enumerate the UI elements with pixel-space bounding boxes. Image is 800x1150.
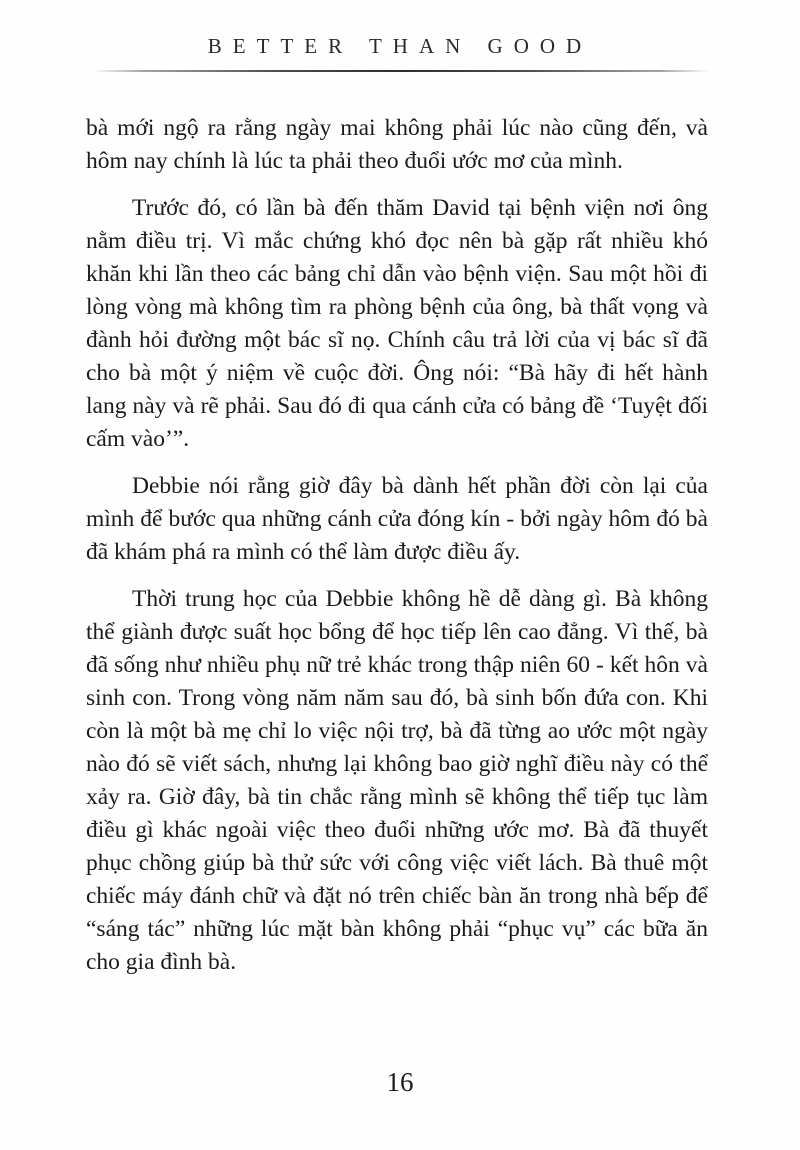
header-rule <box>92 70 710 72</box>
header-title: BETTER THAN GOOD <box>207 34 593 58</box>
paragraph: Debbie nói rằng giờ đây bà dành hết phần đời còn lại của mình để bước qua những cánh cửa đóng kín - bởi ngày hôm đó bà đã khám phá ra mình có thể làm được điều ấy. <box>86 473 708 565</box>
paragraph: Thời trung học của Debbie không hề dễ dàng gì. Bà không thể giành được suất học bổng để học tiếp lên cao đẳng. Vì thế, bà đã sống như nhiều phụ nữ trẻ khác trong thập niên 60 - kết hôn và sinh con. Trong vòng năm năm sau đó, bà sinh bốn đứa con. Khi còn là một bà mẹ chỉ lo việc nội trợ, bà đã từng ao ước một ngày nào đó sẽ viết sách, nhưng lại không bao giờ nghĩ điều này có thể xảy ra. Giờ đây, bà tin chắc rằng mình sẽ không thể tiếp tục làm điều gì khác ngoài việc theo đuổi những ước mơ. Bà đã thuyết phục chồng giúp bà thử sức với công việc viết lách. Bà thuê một chiếc máy đánh chữ và đặt nó trên chiếc bàn ăn trong nhà bếp để “sáng tác” những lúc mặt bàn không phải “phục vụ” các bữa ăn cho gia đình bà. <box>86 586 708 975</box>
body-text <box>86 112 708 979</box>
page-number: 16 <box>386 1067 414 1097</box>
paragraph: Trước đó, có lần bà đến thăm David tại bệnh viện nơi ông nằm điều trị. Vì mắc chứng khó đọc nên bà gặp rất nhiều khó khăn khi lần theo các bảng chỉ dẫn vào bệnh viện. Sau một hồi đi lòng vòng mà không tìm ra phòng bệnh của ông, bà thất vọng và đành hỏi đường một bác sĩ nọ. Chính câu trả lời của vị bác sĩ đã cho bà một ý niệm về cuộc đời. Ông nói: “Bà hãy đi hết hành lang này và rẽ phải. Sau đó đi qua cánh cửa có bảng đề ‘Tuyệt đối cấm vào’”. <box>86 195 708 452</box>
running-header <box>0 0 800 72</box>
paragraph: bà mới ngộ ra rằng ngày mai không phải lúc nào cũng đến, và hôm nay chính là lúc ta phải theo đuổi ước mơ của mình. <box>86 115 708 174</box>
